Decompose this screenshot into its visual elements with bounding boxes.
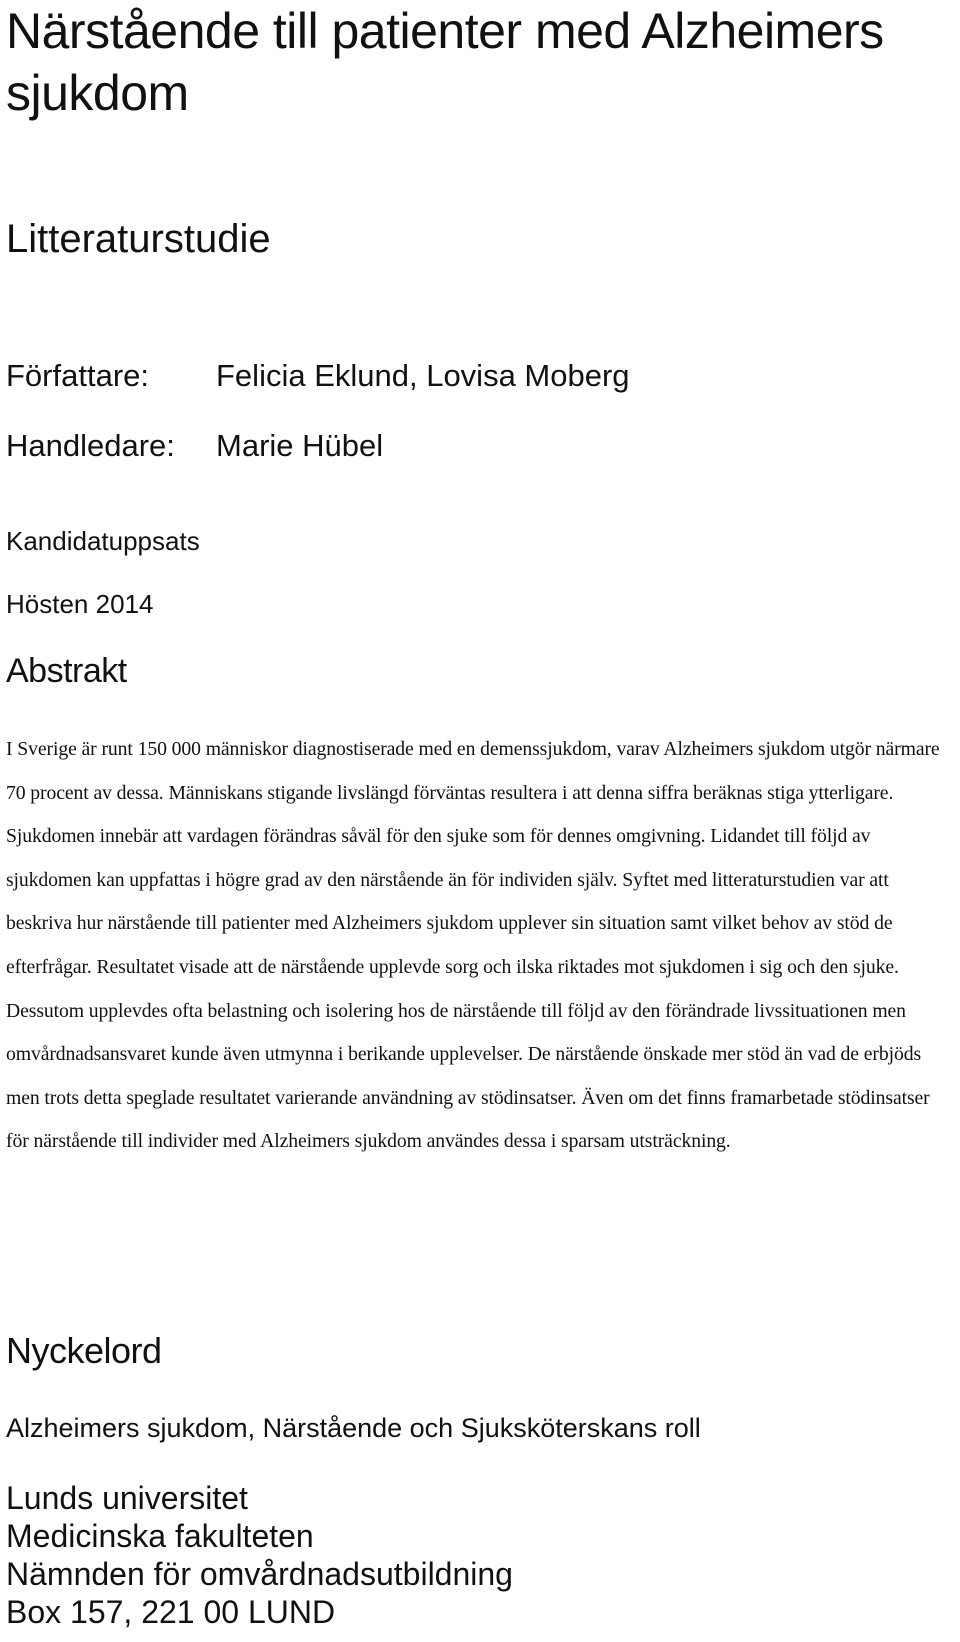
address-board: Nämnden för omvårdnadsutbildning xyxy=(6,1556,513,1592)
document-title: Närstående till patienter med Alzheimers sjukdom xyxy=(6,3,884,121)
supervisor-label: Handledare: xyxy=(6,428,175,463)
abstract-heading: Abstrakt xyxy=(6,652,127,690)
term: Hösten 2014 xyxy=(6,589,154,619)
authors-row xyxy=(6,357,630,395)
document-subtitle: Litteraturstudie xyxy=(6,217,271,261)
keywords-heading: Nyckelord xyxy=(6,1330,162,1371)
supervisor-value: Marie Hübel xyxy=(216,428,384,463)
thesis-type: Kandidatuppsats xyxy=(6,526,200,556)
supervisor-row xyxy=(6,427,383,465)
keywords-text: Alzheimers sjukdom, Närstående och Sjuksköterskans roll xyxy=(6,1413,701,1443)
abstract-text: I Sverige är runt 150 000 människor diagnostiserade med en demenssjukdom, varav Alzheimers sjukdom utgör närmare 70 procent av dessa. Människans stigande livslängd förväntas resultera i att denna siffra beräknas stiga ytterligare. Sjukdomen innebär att vardagen förändras såväl för den sjuke som för dennes omgivning. Lidandet till följd av sjukdomen kan uppfattas i högre grad av den närstående än för individen själv. Syftet med litteraturstudien var att beskriva hur närstående till patienter med Alzheimers sjukdom upplever sin situation samt vilket behov av stöd de efterfrågar. Resultatet visade att de närstående upplevde sorg och ilska riktades mot sjukdomen i sig och den sjuke. Dessutom upplevdes ofta belastning och isolering hos de närstående till följd av den förändrade livssituationen men omvårdnadsansvaret kunde även utmynna i berikande upplevelser. De närstående önskade mer stöd än vad de erbjöds men trots detta speglade resultatet varierande användning av stödinsatser. Även om det finns framarbetade stödinsatser för närstående till individer med Alzheimers sjukdom användes dessa i sparsam utsträckning. xyxy=(6,738,940,1153)
institution-address xyxy=(6,1479,513,1631)
authors-value: Felicia Eklund, Lovisa Moberg xyxy=(216,358,630,393)
authors-label: Författare: xyxy=(6,358,149,393)
address-faculty: Medicinska fakulteten xyxy=(6,1518,314,1554)
address-university: Lunds universitet xyxy=(6,1480,248,1516)
address-postal: Box 157, 221 00 LUND xyxy=(6,1594,336,1630)
